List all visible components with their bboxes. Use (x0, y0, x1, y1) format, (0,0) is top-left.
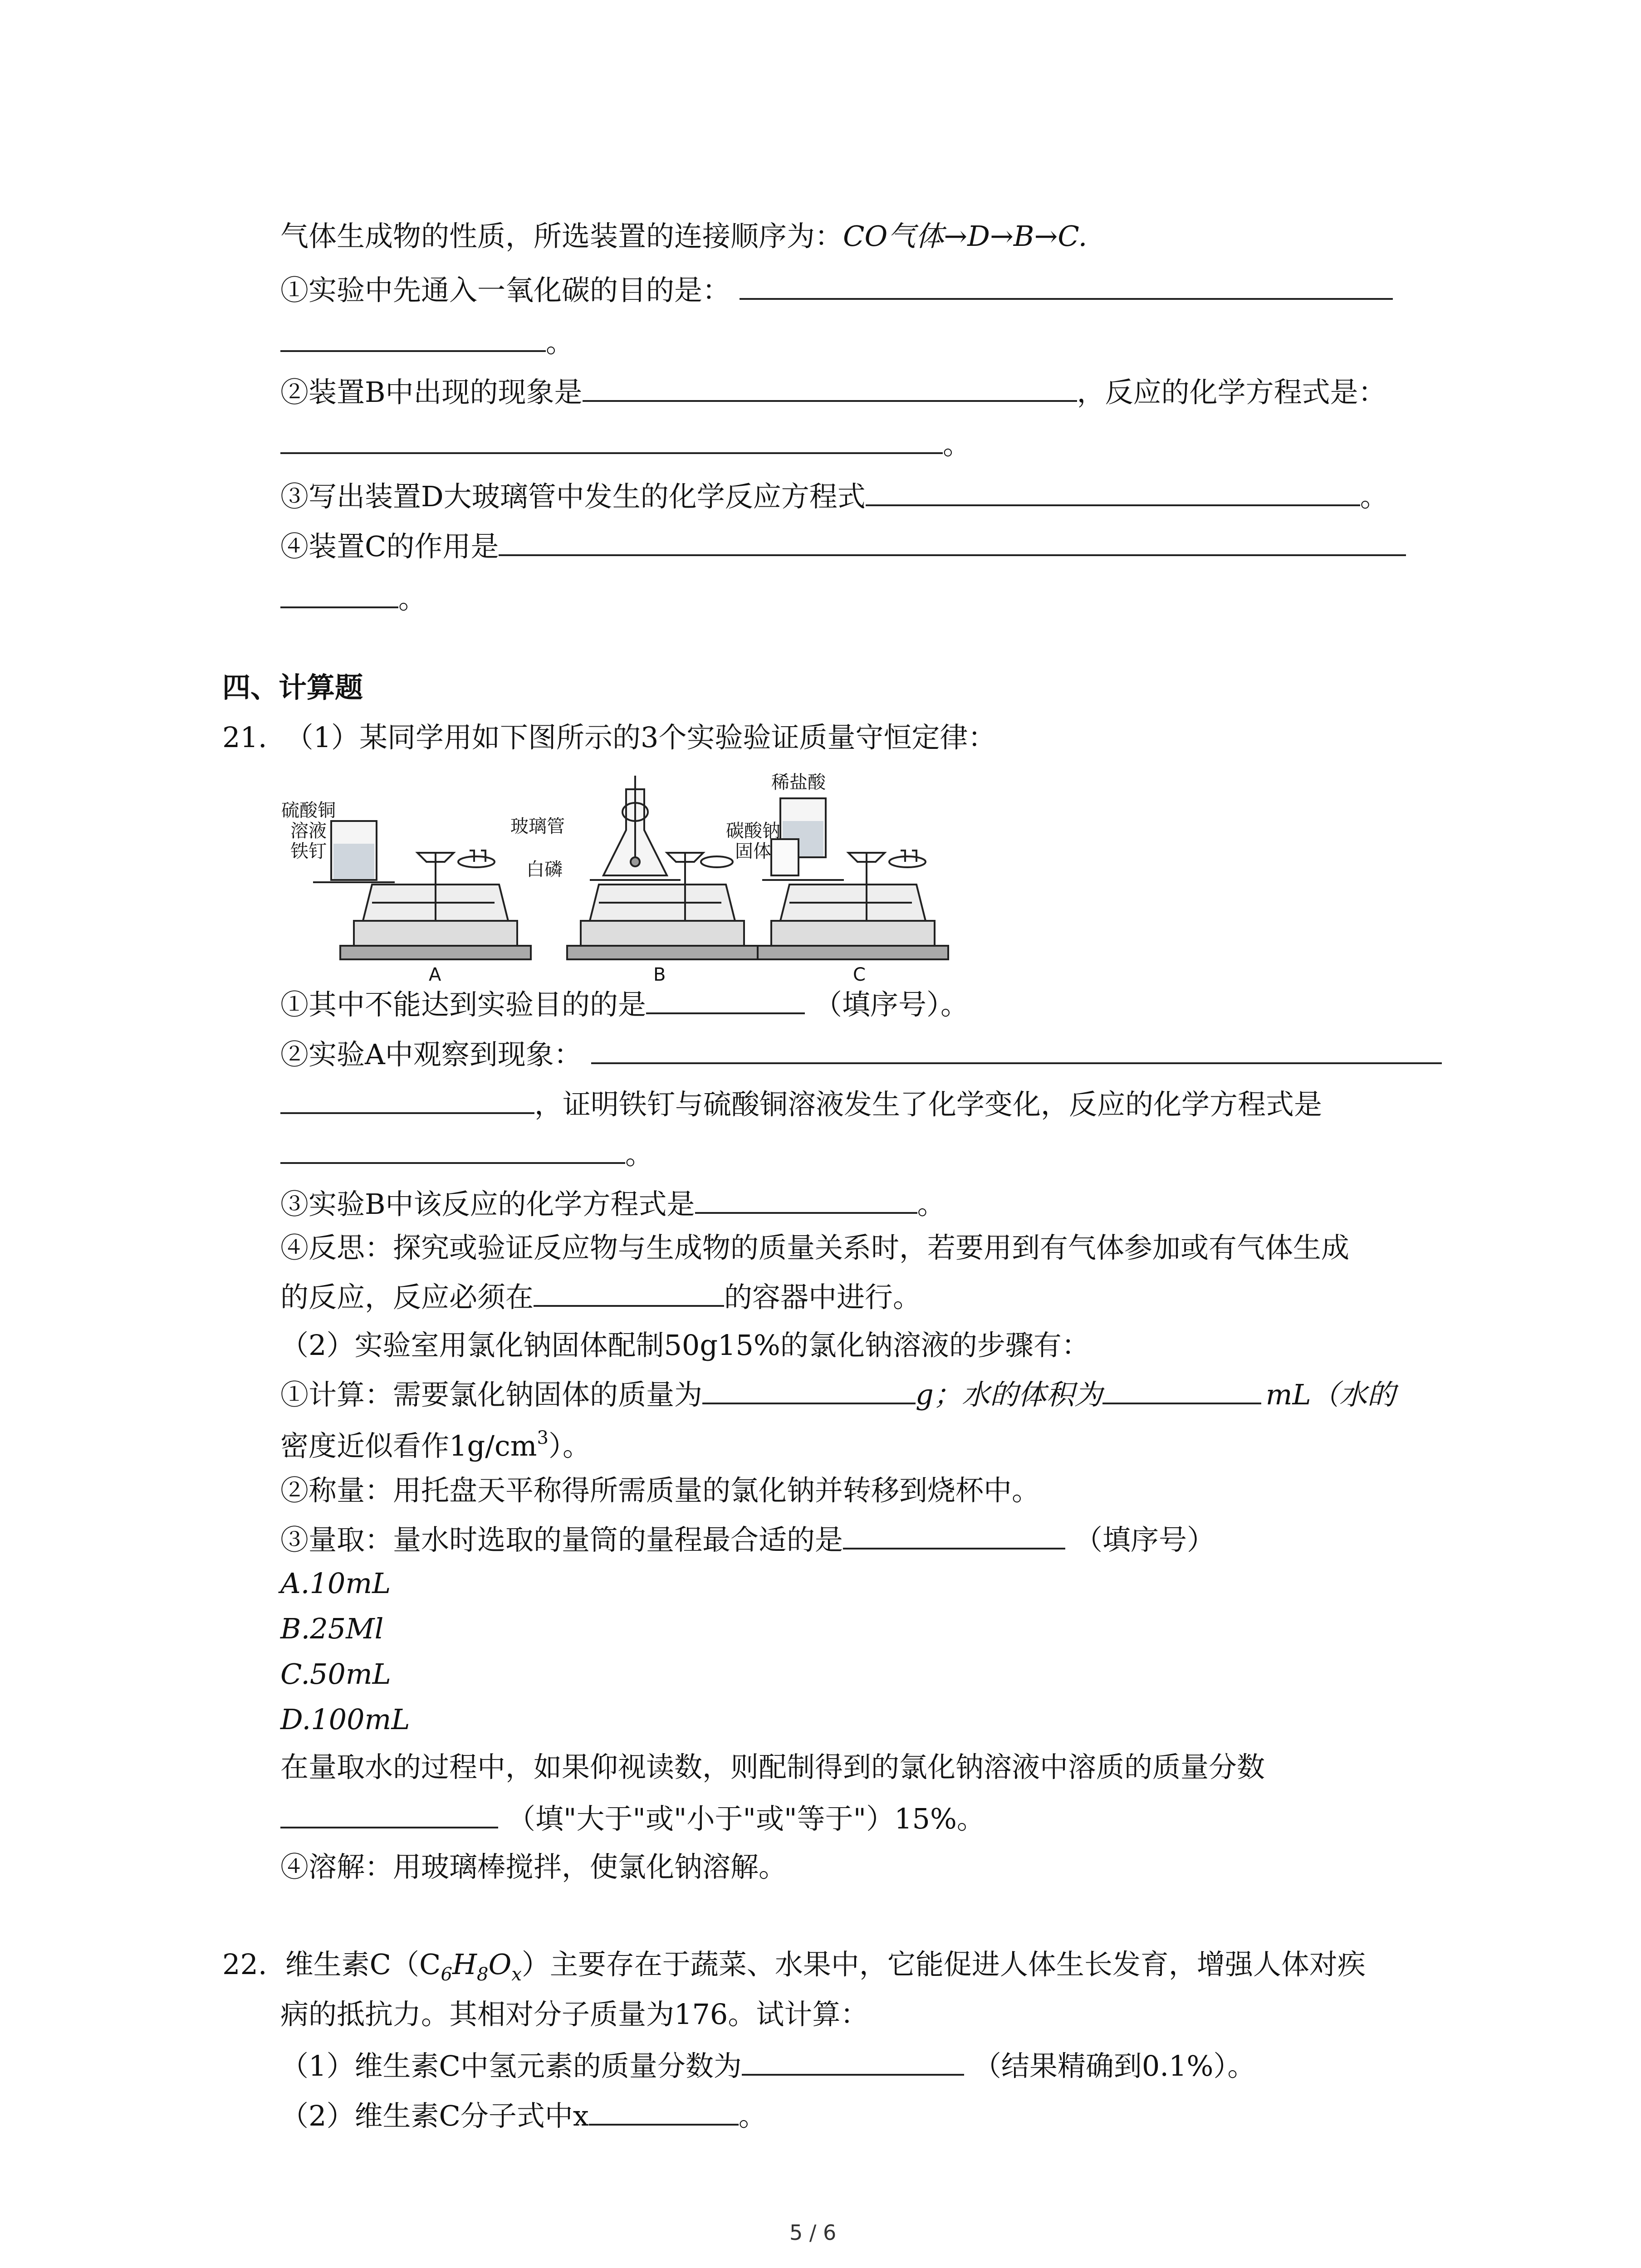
question-number: 21. (222, 721, 267, 754)
answer-blank[interactable] (280, 1089, 534, 1114)
balance-c (758, 798, 948, 959)
question-line: （2）维生素C分子式中x 。 (280, 2099, 767, 2132)
answer-blank[interactable] (740, 274, 1393, 300)
balance-a (313, 821, 531, 959)
answer-blank[interactable] (499, 531, 1406, 556)
label-glass-tube: 玻璃管 (510, 816, 565, 837)
caption-b: B (653, 964, 666, 984)
question-line: 。 (280, 429, 971, 459)
question-line: （填"大于"或"小于"或"等于"）15%。 (280, 1803, 985, 1833)
question-line: ①计算：需要氯化钠固体的质量为 g；水的体积为 mL（水的 (280, 1378, 1396, 1411)
question-21-line: 21. （1）某同学用如下图所示的3个实验验证质量守恒定律： (222, 721, 996, 754)
caption-c: C (853, 964, 866, 984)
question-line: ②称量：用托盘天平称得所需质量的氯化钠并转移到烧杯中。 (280, 1474, 1040, 1507)
answer-blank[interactable] (534, 1281, 724, 1307)
question-22-line: 22. 维生素$C(C_6H_8O_x)$主要存在于蔬菜、水果中，它能促进人体生长发育，增强人体对疾 (222, 1948, 1366, 1985)
answer-blank[interactable] (583, 376, 1077, 402)
question-line: 密度近似看作$1g/cm^3$）。 (280, 1427, 591, 1462)
question-line: ④反思：探究或验证反应物与生成物的质量关系时，若要用到有气体参加或有气体生成 (280, 1231, 1350, 1264)
question-line: （2）实验室用氯化钠固体配制50g15%的氯化钠溶液的步骤有： (280, 1329, 1090, 1362)
section-heading: 四、计算题 (222, 671, 363, 704)
question-line: ④装置C的作用是 (280, 531, 1406, 561)
balance-b (567, 776, 758, 959)
answer-blank[interactable] (702, 1379, 916, 1404)
label-solution: 溶液 (290, 821, 327, 841)
option-d[interactable]: D.100mL (280, 1703, 410, 1736)
question-line: ④溶解：用玻璃棒搅拌，使氯化钠溶解。 (280, 1850, 787, 1883)
answer-blank[interactable] (280, 1803, 498, 1828)
question-line: 病的抵抗力。其相对分子质量为176。试计算： (280, 1998, 869, 2031)
answer-blank[interactable] (280, 327, 546, 352)
page-number: 5 / 6 (789, 2220, 837, 2245)
answer-blank[interactable] (280, 429, 943, 454)
option-c[interactable]: C.50mL (280, 1657, 391, 1691)
answer-blank[interactable] (1102, 1379, 1261, 1404)
label-white-phosphorus: 白磷 (526, 859, 563, 880)
option-b[interactable]: B.25Ml (280, 1612, 384, 1645)
connection-sequence: CO气体→D→B→C. (843, 220, 1087, 253)
question-line: ①其中不能达到实验目的的是 （填序号）。 (280, 988, 969, 1021)
question-line: 的反应，反应必须在 的容器中进行。 (280, 1281, 921, 1314)
option-a[interactable]: A.10mL (280, 1567, 391, 1600)
answer-blank[interactable] (280, 583, 398, 608)
question-line: 。 (280, 327, 574, 357)
answer-blank[interactable] (742, 2050, 964, 2076)
balance-experiments-figure (281, 771, 962, 984)
answer-blank[interactable] (866, 481, 1360, 506)
answer-blank[interactable] (843, 1524, 1065, 1549)
question-line: 。 (280, 1139, 653, 1168)
answer-blank[interactable] (589, 2100, 739, 2126)
label-iron-nail: 铁钉 (290, 841, 327, 862)
question-line: ③写出装置D大玻璃管中发生的化学反应方程式 。 (280, 480, 1388, 513)
question-line: ，证明铁钉与硫酸铜溶液发生了化学变化，反应的化学方程式是 (280, 1089, 1322, 1119)
question-line: 在量取水的过程中，如果仰视读数，则配制得到的氯化钠溶液中溶质的质量分数 (280, 1750, 1265, 1784)
answer-blank[interactable] (695, 1188, 917, 1214)
text-line: 气体生成物的性质，所选装置的连接顺序为：CO气体→D→B→C. (280, 220, 1087, 253)
label-na2co3: 碳酸钠 (726, 821, 780, 841)
question-number: 22. (222, 1948, 267, 1981)
label-hcl: 稀盐酸 (771, 772, 826, 793)
answer-blank[interactable] (280, 1139, 625, 1164)
answer-blank[interactable] (646, 989, 805, 1014)
answer-blank[interactable] (591, 1039, 1442, 1064)
question-line: ①实验中先通入一氧化碳的目的是： (280, 274, 1393, 304)
question-line: （1）维生素C中氢元素的质量分数为 （结果精确到0.1%）。 (280, 2049, 1256, 2082)
question-line: ②实验A中观察到现象： (280, 1039, 1442, 1069)
question-line: ③实验B中该反应的化学方程式是 。 (280, 1188, 945, 1221)
caption-a: A (429, 964, 441, 984)
label-cuso4: 硫酸铜 (281, 800, 336, 821)
question-line: ②装置B中出现的现象是 ，反应的化学方程式是： (280, 376, 1386, 409)
question-line: 。 (280, 583, 426, 613)
question-line: ③量取：量水时选取的量筒的量程最合适的是 （填序号） (280, 1523, 1215, 1556)
label-solid: 固体 (735, 841, 771, 862)
